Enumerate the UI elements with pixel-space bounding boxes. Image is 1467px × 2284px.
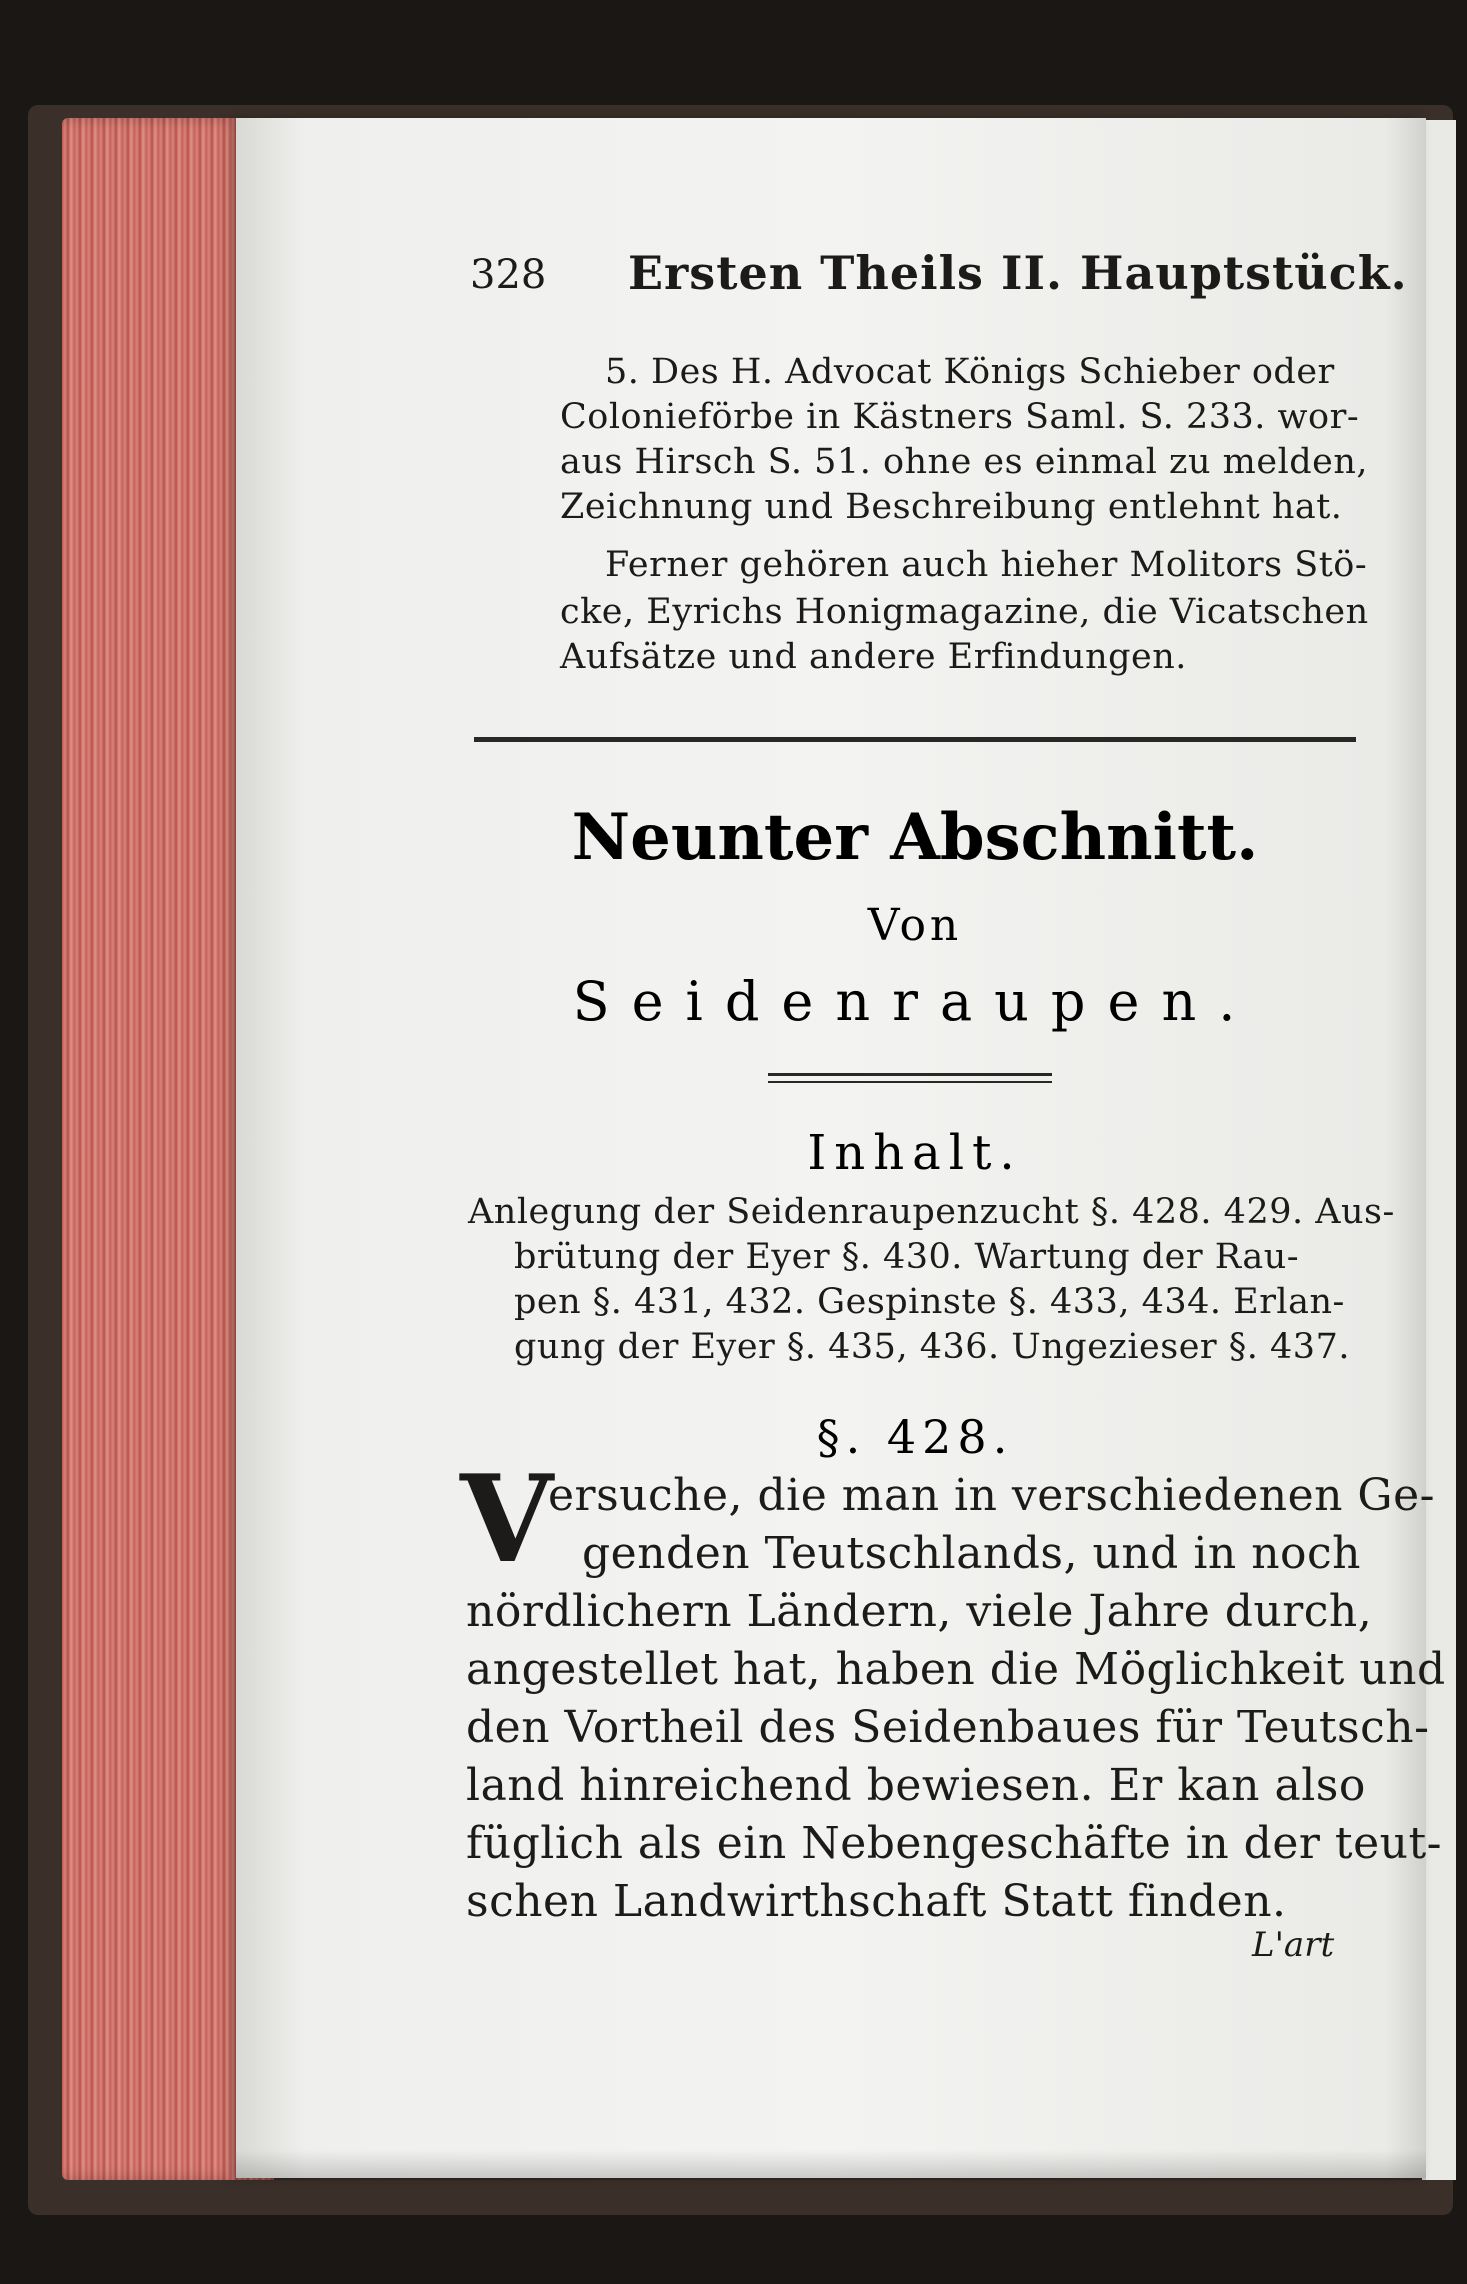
section-divider xyxy=(474,737,1356,742)
section-subject-block xyxy=(474,970,1356,1040)
drop-cap: V xyxy=(460,1449,554,1590)
contents-line: gung der Eyer §. 435, 436. Ungezieser §. 437. xyxy=(514,1327,1350,1367)
contents-line: Anlegung der Seidenraupenzucht §. 428. 429. Aus- xyxy=(468,1192,1395,1232)
paragraph-line: den Vortheil des Seidenbaues für Teutsch- xyxy=(466,1702,1430,1753)
contents-heading: Inhalt. xyxy=(807,1125,1023,1181)
running-title: Ersten Theils II. Hauptstück. xyxy=(628,246,1408,300)
facing-page-edge xyxy=(1422,120,1456,2180)
paragraph-line: schen Landwirthschaft Statt finden. xyxy=(466,1876,1287,1927)
intro-item-line: Zeichnung und Beschreibung entlehnt hat. xyxy=(560,487,1343,527)
intro-item-line: aus Hirsch S. 51. ohne es einmal zu melden, xyxy=(560,442,1369,482)
paragraph-number: §. 428. xyxy=(816,1410,1014,1464)
contents-line: brütung der Eyer §. 430. Wartung der Rau- xyxy=(514,1237,1300,1277)
section-von: Von xyxy=(867,900,963,951)
paragraph-line: nördlichern Ländern, viele Jahre durch, xyxy=(466,1586,1373,1637)
intro-paragraph-line: Aufsätze und andere Erfindungen. xyxy=(560,637,1187,677)
contents-line: pen §. 431, 432. Gespinste §. 433, 434. Erlan- xyxy=(514,1282,1345,1322)
intro-item-line: 5. Des H. Advocat Königs Schieber oder xyxy=(605,352,1335,392)
contents-heading-block xyxy=(474,1125,1356,1185)
catchword: L'art xyxy=(1252,1925,1335,1965)
page-number: 328 xyxy=(470,252,547,298)
page-shadow xyxy=(236,2150,1426,2180)
paragraph-line: land hinreichend bewiesen. Er kan also xyxy=(466,1760,1366,1811)
paragraph-line: ersuche, die man in verschiedenen Ge- xyxy=(548,1470,1435,1521)
paragraph-number-block xyxy=(474,1410,1356,1470)
paragraph-line: angestellet hat, haben die Möglichkeit und xyxy=(466,1644,1446,1695)
title-rule-bottom xyxy=(768,1081,1052,1083)
title-rule-top xyxy=(768,1073,1052,1076)
section-title: Neunter Abschnitt. xyxy=(571,800,1259,875)
intro-paragraph-line: Ferner gehören auch hieher Molitors Stö- xyxy=(605,545,1368,585)
intro-item-line: Colonieförbe in Kästners Saml. S. 233. wor- xyxy=(560,397,1360,437)
paragraph-line: füglich als ein Nebengeschäfte in der teut- xyxy=(466,1818,1443,1869)
section-von-block xyxy=(474,900,1356,960)
section-subject: Seidenraupen. xyxy=(572,970,1258,1033)
section-title-block xyxy=(474,800,1356,880)
intro-paragraph-line: cke, Eyrichs Honigmagazine, die Vicatschen xyxy=(560,592,1369,632)
paragraph-line: genden Teutschlands, und in noch xyxy=(582,1528,1362,1579)
